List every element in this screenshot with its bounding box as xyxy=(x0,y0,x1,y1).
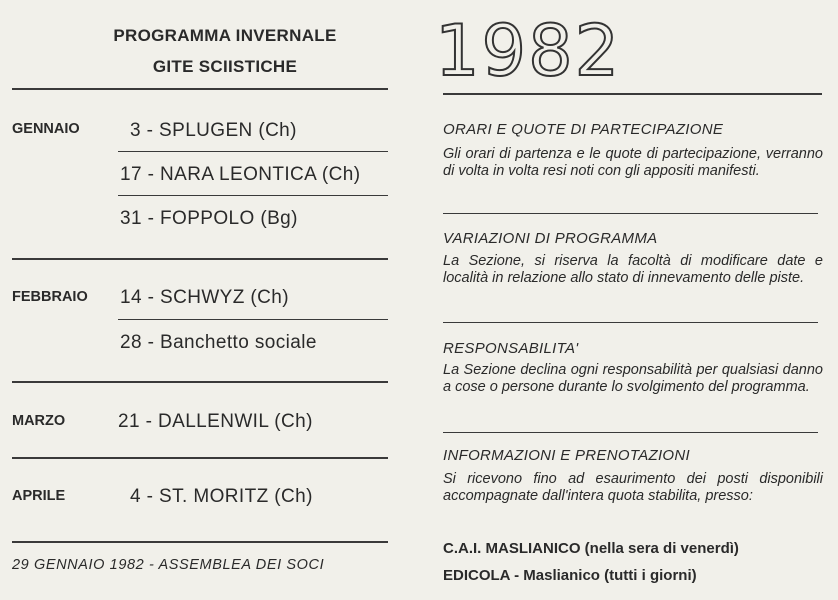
month-febbraio: FEBBRAIO xyxy=(12,289,88,305)
section-body: La Sezione, si riserva la facoltà di modificare date e località in relazione allo stato di innevamento delle piste. xyxy=(443,253,823,286)
month-gennaio: GENNAIO xyxy=(12,121,80,137)
divider xyxy=(12,457,388,459)
divider xyxy=(443,322,818,323)
program-title: PROGRAMMA INVERNALE xyxy=(113,26,337,45)
trip-item: 3 - SPLUGEN (Ch) xyxy=(130,120,297,141)
trip-item: 4 - ST. MORITZ (Ch) xyxy=(130,486,313,507)
section-body: Gli orari di partenza e le quote di partecipazione, verranno di volta in volta resi noti con gli appositi manifesti. xyxy=(443,146,823,179)
section-heading: RESPONSABILITA' xyxy=(443,340,579,357)
contact-line: C.A.I. MASLIANICO (nella sera di venerdì) xyxy=(443,540,739,557)
trip-item: 31 - FOPPOLO (Bg) xyxy=(120,208,298,229)
divider xyxy=(443,93,822,95)
section-heading: INFORMAZIONI E PRENOTAZIONI xyxy=(443,447,690,464)
contact-line: EDICOLA - Maslianico (tutti i giorni) xyxy=(443,567,697,584)
divider xyxy=(443,432,818,433)
trip-item: 14 - SCHWYZ (Ch) xyxy=(120,287,289,308)
assembly-note: 29 GENNAIO 1982 - ASSEMBLEA DEI SOCI xyxy=(12,557,325,573)
divider xyxy=(12,88,388,90)
divider xyxy=(118,151,388,152)
trip-item: 17 - NARA LEONTICA (Ch) xyxy=(120,164,361,185)
program-subtitle: GITE SCIISTICHE xyxy=(152,57,298,76)
divider xyxy=(12,258,388,260)
divider xyxy=(118,195,388,196)
divider xyxy=(12,541,388,543)
year-heading: 1982 xyxy=(435,10,622,92)
month-aprile: APRILE xyxy=(12,488,66,504)
section-body: Si ricevono fino ad esaurimento dei posti disponibili accompagnate dall'intera quota stabilita, presso: xyxy=(443,471,823,504)
divider xyxy=(12,381,388,383)
section-heading: VARIAZIONI DI PROGRAMMA xyxy=(443,230,658,247)
month-marzo: MARZO xyxy=(12,413,66,429)
divider xyxy=(118,319,388,320)
section-body: La Sezione declina ogni responsabilità per qualsiasi danno a cose o persone durante lo svolgimento del programma. xyxy=(443,362,823,395)
divider xyxy=(443,213,818,214)
trip-item: 21 - DALLENWIL (Ch) xyxy=(118,411,313,432)
trip-item: 28 - Banchetto sociale xyxy=(120,332,317,353)
section-heading: ORARI E QUOTE DI PARTECIPAZIONE xyxy=(443,121,724,138)
